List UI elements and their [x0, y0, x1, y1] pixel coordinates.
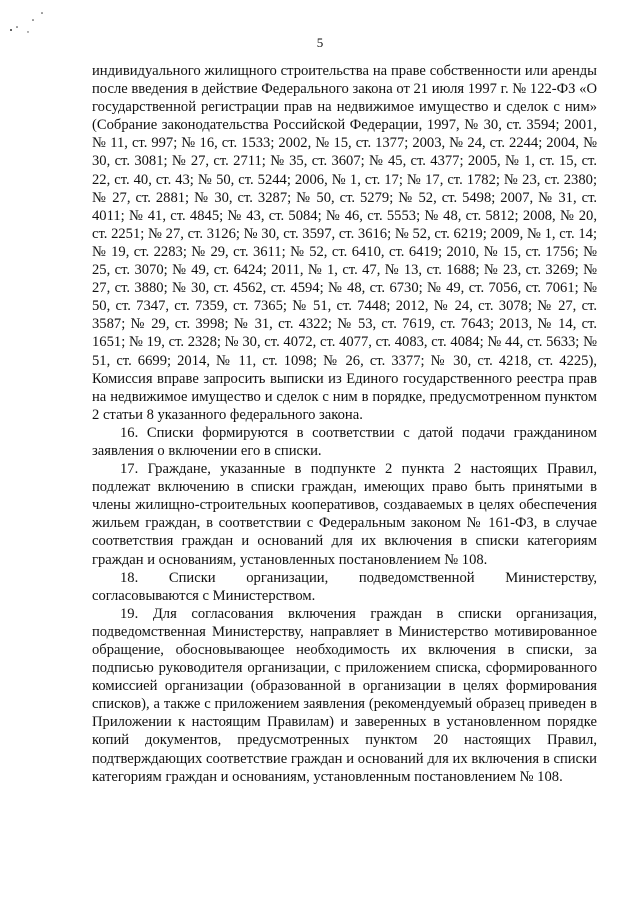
- paragraph-continuation: индивидуального жилищного строительства на праве собственности или аренды после введения в действие Федерального закона от 21 июля 1997 г. № 122-ФЗ «О государственной регистрации прав на недвижимое имущество и сделок с ним» (Собрание законодательства Российской Федерации, 1997, № 30, ст. 3594; 2001, № 11, ст. 997; № 16, ст. 1533; 2002, № 15, ст. 1377; 2003, № 24, ст. 2244; 2004, № 30, ст. 3081; № 27, ст. 2711; № 35, ст. 3607; № 45, ст. 4377; 2005, № 1, ст. 15, ст. 22, ст. 40, ст. 43; № 50, ст. 5244; 2006, № 1, ст. 17; № 17, ст. 1782; № 23, ст. 2380; № 27, ст. 2881; № 30, ст. 3287; № 50, ст. 5279; № 52, ст. 5498; 2007, № 31, ст. 4011; № 41, ст. 4845; № 43, ст. 5084; № 46, ст. 5553; № 48, ст. 5812; 2008, № 20, ст. 2251; № 27, ст. 3126; № 30, ст. 3597, ст. 3616; № 52, ст. 6219; 2009, № 1, ст. 14; № 19, ст. 2283; № 29, ст. 3611; № 52, ст. 6410, ст. 6419; 2010, № 15, ст. 1756; № 25, ст. 3070; № 49, ст. 6424; 2011, № 1, ст. 47, № 13, ст. 1688; № 23, ст. 3269; № 27, ст. 3880; № 30, ст. 4562, ст. 4594; № 48, ст. 6730; № 49, ст. 7056, ст. 7061; № 50, ст. 7347, ст. 7359, ст. 7365; № 51, ст. 7448; 2012, № 24, ст. 3078; № 27, ст. 3587; № 29, ст. 3998; № 31, ст. 4322; № 53, ст. 7619, ст. 7643; 2013, № 14, ст. 1651; № 19, ст. 2328; № 30, ст. 4072, ст. 4077, ст. 4083, ст. 4084; № 44, ст. 5633; № 51, ст. 6699; 2014, № 11, ст. 1098; № 26, ст. 3377; № 30, ст. 4218, ст. 4225), Комиссия вправе запросить выписки из Единого государственного реестра прав на недвижимое имущество и сделок с ним в порядке, предусмотренном пунктом 2 статьи 8 указанного федерального закона.: [92, 63, 597, 423]
- paragraph-item-18: 18. Списки организации, подведомственной Министерству,: [120, 569, 597, 586]
- document-body: [92, 62, 597, 786]
- paragraph-item-16: 16. Списки формируются в соответствии с датой подачи гражданином заявления о включении его в списки.: [92, 424, 597, 459]
- paragraph-item-19: 19. Для согласования включения граждан в списки организация, подведомственная Министерству, направляет в Министерство мотивированное обращение, обосновывающее необходимость их включения в списки, за подписью руководителя организации, с приложением списка, сформированного комиссией организации (образованной в организации в целях формирования списков), а также с приложением заявления (рекомендуемый образец приведен в Приложении к настоящим Правилам) и заверенных в установленном порядке копий документов, предусмотренных пунктом 20 настоящих Правил, подтверждающих соответствие граждан и оснований для их включения в списки категориям граждан и основаниям, установленным постановлением № 108.: [92, 605, 597, 785]
- page-number: 5: [316, 35, 324, 50]
- paragraph-item-17: 17. Граждане, указанные в подпункте 2 пункта 2 настоящих Правил, подлежат включению в списки граждан, имеющих право быть принятыми в члены жилищно-строительных кооперативов, создаваемых в целях обеспечения жильем граждан, в соответствии с Федеральным законом № 161-ФЗ, в случае соответствия граждан и оснований для их включения в списки категориям граждан и основаниям, установленных постановлением № 108.: [92, 461, 597, 568]
- paragraph-item-18-end: согласовываются с Министерством.: [92, 587, 316, 604]
- scan-specks: [8, 8, 48, 36]
